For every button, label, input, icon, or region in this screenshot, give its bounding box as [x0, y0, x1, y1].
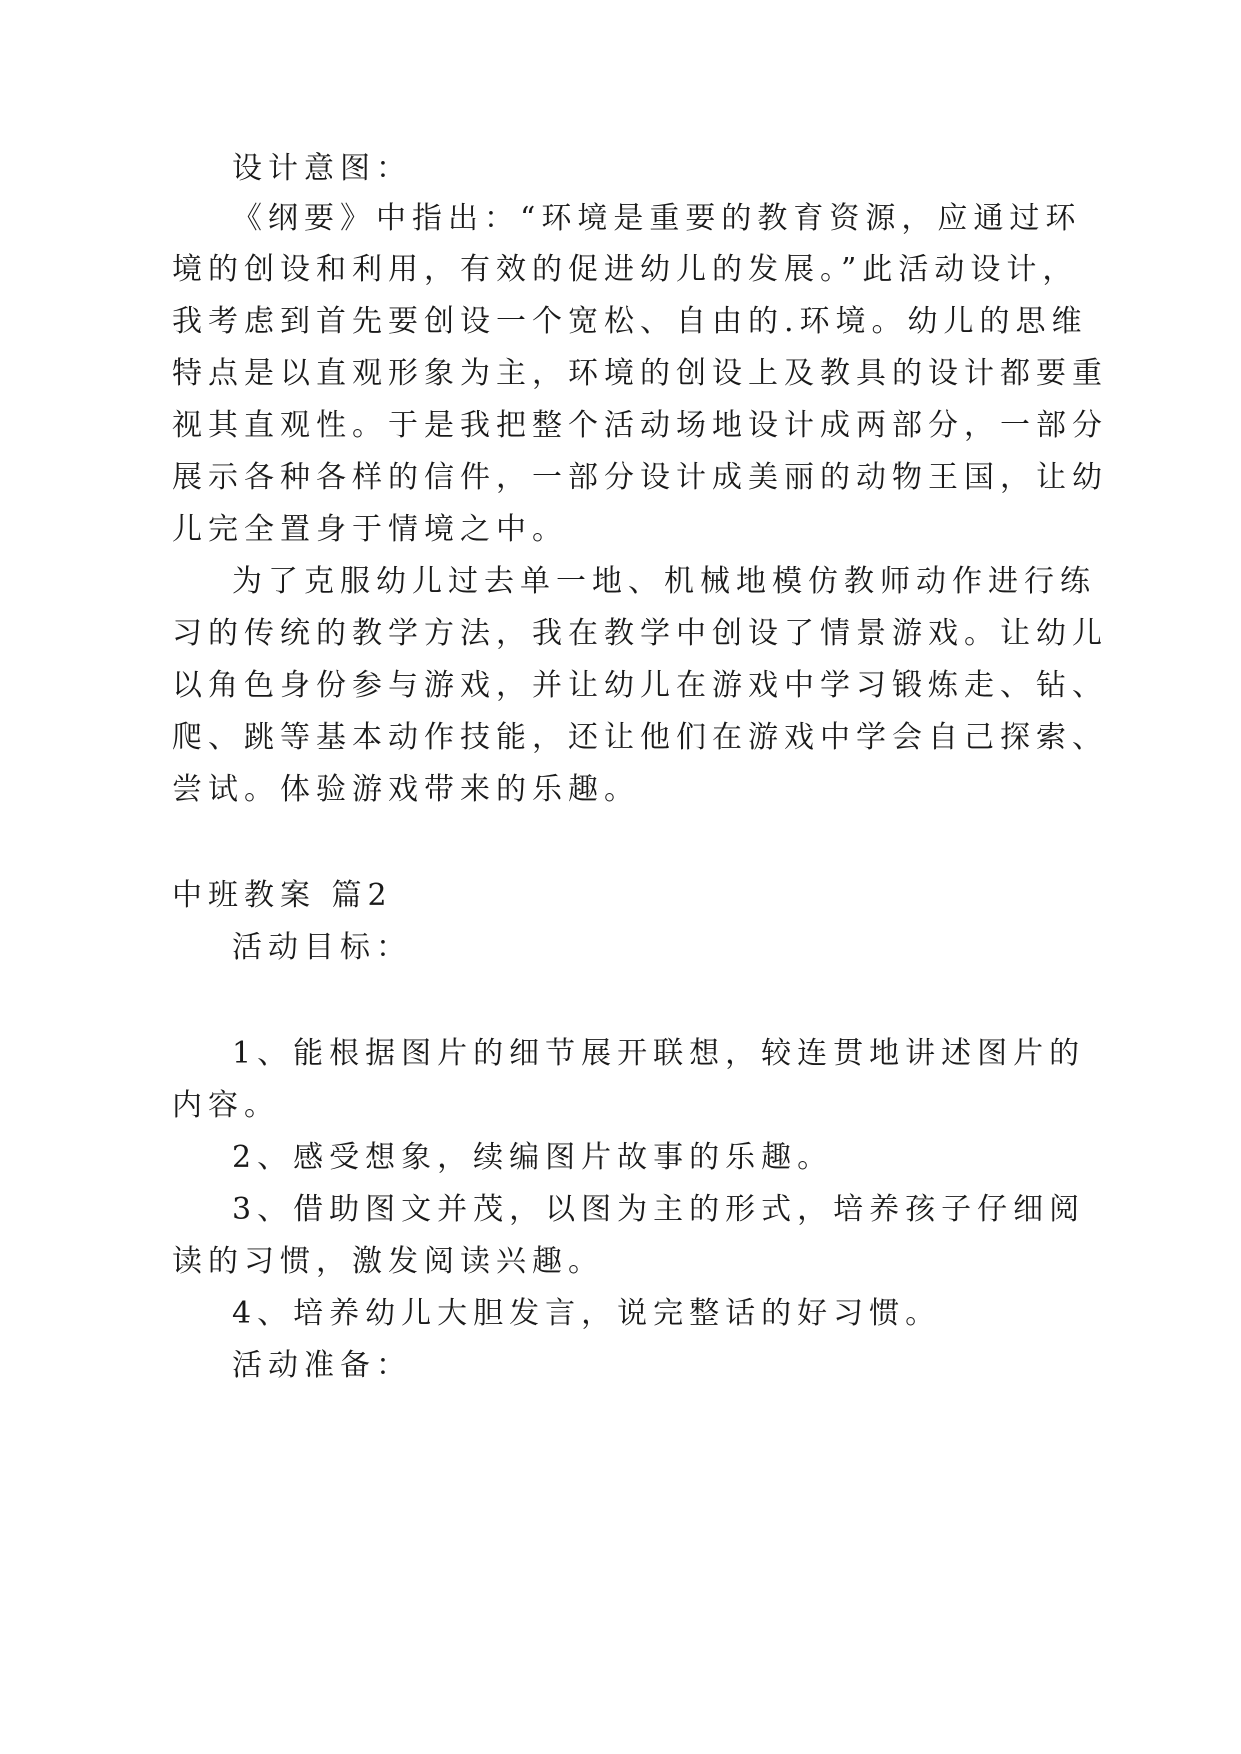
paragraph-line: 境的创设和利用，有效的促进幼儿的发展。”此活动设计， — [172, 252, 1079, 287]
goal-item: 读的习惯，激发阅读兴趣。 — [172, 1244, 604, 1279]
goals-heading: 活动目标： — [232, 930, 412, 965]
paragraph-line: 展示各种各样的信件，一部分设计成美丽的动物王国，让幼 — [172, 460, 1108, 495]
paragraph-line: 《纲要》中指出：“环境是重要的教育资源，应通过环 — [232, 201, 1082, 236]
paragraph-line: 尝试。体验游戏带来的乐趣。 — [172, 772, 640, 807]
goal-item: 1、能根据图片的细节展开联想，较连贯地讲述图片的 — [232, 1036, 1086, 1071]
goal-item: 内容。 — [172, 1088, 280, 1123]
paragraph-line: 以角色身份参与游戏，并让幼儿在游戏中学习锻炼走、钻、 — [172, 668, 1108, 703]
goal-item: 4、培养幼儿大胆发言，说完整话的好习惯。 — [232, 1296, 942, 1331]
paragraph-line: 为了克服幼儿过去单一地、机械地模仿教师动作进行练 — [232, 564, 1096, 599]
preparation-heading: 活动准备： — [232, 1348, 412, 1383]
goal-item: 3、借助图文并茂，以图为主的形式，培养孩子仔细阅 — [232, 1192, 1086, 1227]
paragraph-line: 视其直观性。于是我把整个活动场地设计成两部分，一部分 — [172, 408, 1108, 443]
paragraph-line: 爬、跳等基本动作技能，还让他们在游戏中学会自己探索、 — [172, 720, 1108, 755]
goal-item: 2、感受想象，续编图片故事的乐趣。 — [232, 1140, 834, 1175]
paragraph-line: 习的传统的教学方法，我在教学中创设了情景游戏。让幼儿 — [172, 616, 1108, 651]
paragraph-line: 特点是以直观形象为主，环境的创设上及教具的设计都要重 — [172, 356, 1108, 391]
section-title: 中班教案 篇2 — [172, 878, 393, 913]
paragraph-line: 我考虑到首先要创设一个宽松、自由的.环境。幼儿的思维 — [172, 304, 1088, 339]
section-heading-design-intent: 设计意图： — [232, 151, 412, 186]
paragraph-line: 儿完全置身于情境之中。 — [172, 512, 568, 547]
